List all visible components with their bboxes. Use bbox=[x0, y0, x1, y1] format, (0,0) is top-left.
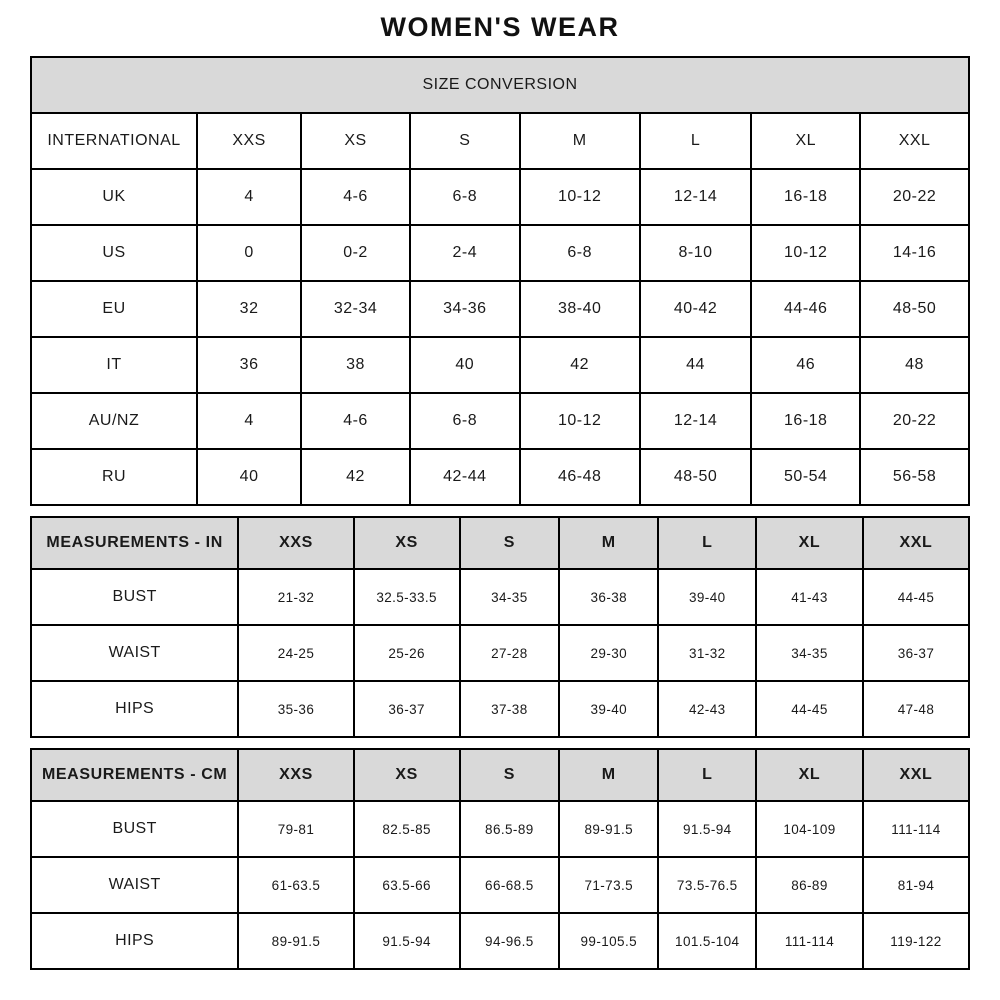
value-cell: 81-94 bbox=[863, 857, 969, 913]
size-header-cell: XXS bbox=[197, 113, 301, 169]
size-header-cell: M bbox=[520, 113, 640, 169]
table-row bbox=[31, 337, 969, 393]
table-row bbox=[31, 393, 969, 449]
page-title: WOMEN'S WEAR bbox=[380, 12, 620, 42]
value-cell: 44-46 bbox=[751, 281, 860, 337]
size-header-cell: XXL bbox=[860, 113, 969, 169]
value-cell: 4-6 bbox=[301, 169, 410, 225]
size-header-cell: XXS bbox=[238, 749, 353, 801]
value-cell: 47-48 bbox=[863, 681, 969, 737]
value-cell: 42 bbox=[301, 449, 410, 505]
value-cell: 86.5-89 bbox=[460, 801, 559, 857]
value-cell: 46-48 bbox=[520, 449, 640, 505]
size-header-cell: XL bbox=[756, 749, 863, 801]
table-header-row bbox=[31, 517, 969, 569]
size-header-cell: S bbox=[460, 517, 559, 569]
value-cell: 16-18 bbox=[751, 169, 860, 225]
value-cell: 20-22 bbox=[860, 393, 969, 449]
value-cell: 111-114 bbox=[863, 801, 969, 857]
value-cell: 4-6 bbox=[301, 393, 410, 449]
value-cell: 35-36 bbox=[238, 681, 353, 737]
value-cell: 6-8 bbox=[410, 169, 520, 225]
value-cell: 36-37 bbox=[863, 625, 969, 681]
value-cell: 56-58 bbox=[860, 449, 969, 505]
value-cell: 21-32 bbox=[238, 569, 353, 625]
value-cell: 38 bbox=[301, 337, 410, 393]
value-cell: 111-114 bbox=[756, 913, 863, 969]
value-cell: 12-14 bbox=[640, 169, 752, 225]
value-cell: 40 bbox=[410, 337, 520, 393]
value-cell: 31-32 bbox=[658, 625, 756, 681]
value-cell: 32.5-33.5 bbox=[354, 569, 460, 625]
size-header-cell: XS bbox=[354, 749, 460, 801]
size-header-cell: L bbox=[658, 517, 756, 569]
value-cell: 42-44 bbox=[410, 449, 520, 505]
size-header-cell: L bbox=[640, 113, 752, 169]
value-cell: 50-54 bbox=[751, 449, 860, 505]
value-cell: 99-105.5 bbox=[559, 913, 658, 969]
row-label-cell: WAIST bbox=[31, 625, 238, 681]
value-cell: 66-68.5 bbox=[460, 857, 559, 913]
value-cell: 0-2 bbox=[301, 225, 410, 281]
value-cell: 0 bbox=[197, 225, 301, 281]
value-cell: 10-12 bbox=[751, 225, 860, 281]
row-label-cell: US bbox=[31, 225, 197, 281]
size-header-cell: M bbox=[559, 749, 658, 801]
table-row bbox=[31, 169, 969, 225]
value-cell: 14-16 bbox=[860, 225, 969, 281]
measurements-cm-title: MEASUREMENTS - CM bbox=[31, 749, 238, 801]
value-cell: 38-40 bbox=[520, 281, 640, 337]
table-row bbox=[31, 281, 969, 337]
value-cell: 2-4 bbox=[410, 225, 520, 281]
row-label-cell: AU/NZ bbox=[31, 393, 197, 449]
value-cell: 10-12 bbox=[520, 393, 640, 449]
table-row bbox=[31, 449, 969, 505]
value-cell: 61-63.5 bbox=[238, 857, 353, 913]
size-conversion-title: SIZE CONVERSION bbox=[31, 57, 969, 113]
size-header-cell: XXL bbox=[863, 749, 969, 801]
value-cell: 44-45 bbox=[756, 681, 863, 737]
value-cell: 44 bbox=[640, 337, 752, 393]
value-cell: 29-30 bbox=[559, 625, 658, 681]
value-cell: 48-50 bbox=[640, 449, 752, 505]
table-row bbox=[31, 913, 969, 969]
size-header-cell: XXS bbox=[238, 517, 353, 569]
value-cell: 8-10 bbox=[640, 225, 752, 281]
size-header-cell: M bbox=[559, 517, 658, 569]
row-label-cell: WAIST bbox=[31, 857, 238, 913]
value-cell: 86-89 bbox=[756, 857, 863, 913]
value-cell: 41-43 bbox=[756, 569, 863, 625]
size-header-cell: XXL bbox=[863, 517, 969, 569]
table-row bbox=[31, 225, 969, 281]
value-cell: 48-50 bbox=[860, 281, 969, 337]
value-cell: 89-91.5 bbox=[238, 913, 353, 969]
value-cell: 91.5-94 bbox=[658, 801, 756, 857]
row-label-cell: INTERNATIONAL bbox=[31, 113, 197, 169]
value-cell: 42-43 bbox=[658, 681, 756, 737]
row-label-cell: RU bbox=[31, 449, 197, 505]
value-cell: 32-34 bbox=[301, 281, 410, 337]
measurements-cm-table bbox=[30, 748, 970, 970]
table-row bbox=[31, 113, 969, 169]
table-row bbox=[31, 801, 969, 857]
value-cell: 16-18 bbox=[751, 393, 860, 449]
size-header-cell: S bbox=[460, 749, 559, 801]
value-cell: 48 bbox=[860, 337, 969, 393]
table-title-row bbox=[31, 57, 969, 113]
value-cell: 20-22 bbox=[860, 169, 969, 225]
value-cell: 44-45 bbox=[863, 569, 969, 625]
table-header-row bbox=[31, 749, 969, 801]
table-row bbox=[31, 569, 969, 625]
value-cell: 34-36 bbox=[410, 281, 520, 337]
value-cell: 4 bbox=[197, 393, 301, 449]
row-label-cell: HIPS bbox=[31, 913, 238, 969]
value-cell: 4 bbox=[197, 169, 301, 225]
value-cell: 82.5-85 bbox=[354, 801, 460, 857]
row-label-cell: UK bbox=[31, 169, 197, 225]
value-cell: 37-38 bbox=[460, 681, 559, 737]
measurements-in-table bbox=[30, 516, 970, 738]
value-cell: 34-35 bbox=[756, 625, 863, 681]
value-cell: 39-40 bbox=[658, 569, 756, 625]
size-header-cell: XL bbox=[751, 113, 860, 169]
value-cell: 32 bbox=[197, 281, 301, 337]
value-cell: 12-14 bbox=[640, 393, 752, 449]
value-cell: 63.5-66 bbox=[354, 857, 460, 913]
size-header-cell: XS bbox=[354, 517, 460, 569]
value-cell: 27-28 bbox=[460, 625, 559, 681]
value-cell: 6-8 bbox=[520, 225, 640, 281]
value-cell: 94-96.5 bbox=[460, 913, 559, 969]
table-row bbox=[31, 681, 969, 737]
value-cell: 89-91.5 bbox=[559, 801, 658, 857]
value-cell: 36 bbox=[197, 337, 301, 393]
size-header-cell: L bbox=[658, 749, 756, 801]
value-cell: 34-35 bbox=[460, 569, 559, 625]
row-label-cell: BUST bbox=[31, 801, 238, 857]
value-cell: 40-42 bbox=[640, 281, 752, 337]
value-cell: 36-37 bbox=[354, 681, 460, 737]
value-cell: 40 bbox=[197, 449, 301, 505]
value-cell: 6-8 bbox=[410, 393, 520, 449]
size-conversion-table bbox=[30, 56, 970, 506]
value-cell: 119-122 bbox=[863, 913, 969, 969]
row-label-cell: BUST bbox=[31, 569, 238, 625]
row-label-cell: HIPS bbox=[31, 681, 238, 737]
value-cell: 25-26 bbox=[354, 625, 460, 681]
value-cell: 79-81 bbox=[238, 801, 353, 857]
table-row bbox=[31, 625, 969, 681]
value-cell: 24-25 bbox=[238, 625, 353, 681]
row-label-cell: EU bbox=[31, 281, 197, 337]
value-cell: 101.5-104 bbox=[658, 913, 756, 969]
size-header-cell: S bbox=[410, 113, 520, 169]
size-header-cell: XS bbox=[301, 113, 410, 169]
value-cell: 42 bbox=[520, 337, 640, 393]
value-cell: 73.5-76.5 bbox=[658, 857, 756, 913]
value-cell: 91.5-94 bbox=[354, 913, 460, 969]
value-cell: 104-109 bbox=[756, 801, 863, 857]
measurements-in-title: MEASUREMENTS - IN bbox=[31, 517, 238, 569]
size-header-cell: XL bbox=[756, 517, 863, 569]
value-cell: 46 bbox=[751, 337, 860, 393]
value-cell: 10-12 bbox=[520, 169, 640, 225]
value-cell: 71-73.5 bbox=[559, 857, 658, 913]
table-row bbox=[31, 857, 969, 913]
value-cell: 36-38 bbox=[559, 569, 658, 625]
value-cell: 39-40 bbox=[559, 681, 658, 737]
row-label-cell: IT bbox=[31, 337, 197, 393]
